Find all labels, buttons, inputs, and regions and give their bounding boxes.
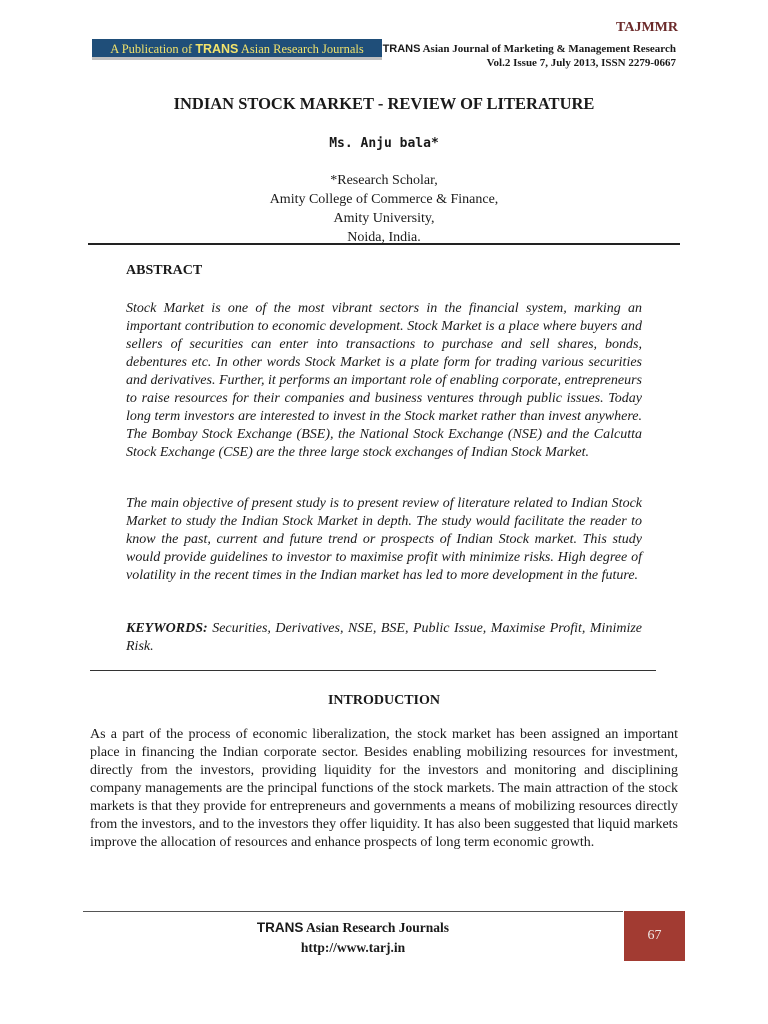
introduction-heading: INTRODUCTION (327, 693, 440, 708)
abstract-heading: ABSTRACT (126, 263, 203, 278)
journal-issue: Vol.2 Issue 7, July 2013, ISSN 2279-0667 (486, 57, 676, 69)
abstract-divider (90, 670, 656, 671)
banner-prefix: A Publication of (110, 42, 196, 56)
author-name: Ms. Anju bala* (329, 136, 439, 151)
footer-publisher (83, 918, 623, 958)
keywords-list: Securities, Derivatives, NSE, BSE, Public Issue, Maximise Profit, Minimize Risk. (126, 621, 642, 654)
journal-info (383, 42, 676, 70)
journal-name: Asian Journal of Marketing & Management Research (420, 43, 676, 55)
affiliation-line: *Research Scholar, (330, 173, 438, 188)
footer-publisher-name: Asian Research Journals (303, 920, 450, 935)
publication-banner (92, 39, 382, 60)
abstract-paragraph-1: Stock Market is one of the most vibrant sectors in the financial system, marking an important contribution to economic development. Stock Market is a place where buyers and sellers of securities can enter into transactions to purchase and sell shares, bonds, debentures etc. In other words Stock Market is a plate form for trading various securities and derivatives. Further, it performs an important role of enabling corporate, entrepreneurs to raise resources for their companies and business ventures through public issues. Today long term investors are interested to invest in the Stock market rather than invest anywhere. The Bombay Stock Exchange (BSE), the National Stock Exchange (NSE) and the Calcutta Stock Exchange (CSE) are the three large stock exchanges of Indian Stock Market. (126, 301, 642, 460)
abstract-paragraph-2: The main objective of present study is to present review of literature related to Indian Stock Market to study the Indian Stock Market in depth. The study would facilitate the reader to know the past, current and future trend or prospects of Indian Stock market. This study would provide guidelines to investor to maximise profit with minimize risks. High degree of volatility in the recent times in the Indian market has led to more development in the future. (126, 496, 642, 583)
keywords-label: KEYWORDS: (126, 621, 208, 636)
paper-title: INDIAN STOCK MARKET - REVIEW OF LITERATURE (173, 94, 595, 113)
page-number: 67 (624, 911, 685, 961)
banner-trans: TRANS (195, 42, 239, 56)
title-divider (88, 243, 680, 245)
journal-code: TAJMMR (616, 20, 678, 35)
affiliation-line: Noida, India. (347, 230, 421, 245)
footer-divider (83, 911, 623, 912)
footer-url[interactable]: http://www.tarj.in (300, 940, 406, 955)
affiliation-line: Amity College of Commerce & Finance, (269, 192, 499, 207)
keywords (126, 620, 642, 656)
journal-trans: TRANS (382, 43, 421, 55)
introduction-paragraph: As a part of the process of economic liberalization, the stock market has been assigned an important place in financing the Indian corporate sector. Besides enabling mobilizing resources for investment, directly from the investors, providing liquidity for the investors and monitoring and disciplining company managements are the principal functions of the stock markets. The main attraction of the stock markets is that they provide for entrepreneurs and governments a means of mobilizing resources directly from the investors, and to the investors they offer liquidity. It has also been suggested that liquid markets improve the allocation of resources and enhance prospects of long term economic growth. (90, 727, 678, 850)
footer-trans: TRANS (256, 920, 304, 935)
affiliation-line: Amity University, (333, 211, 435, 226)
author-affiliation (0, 171, 768, 247)
banner-suffix: Asian Research Journals (238, 42, 364, 56)
